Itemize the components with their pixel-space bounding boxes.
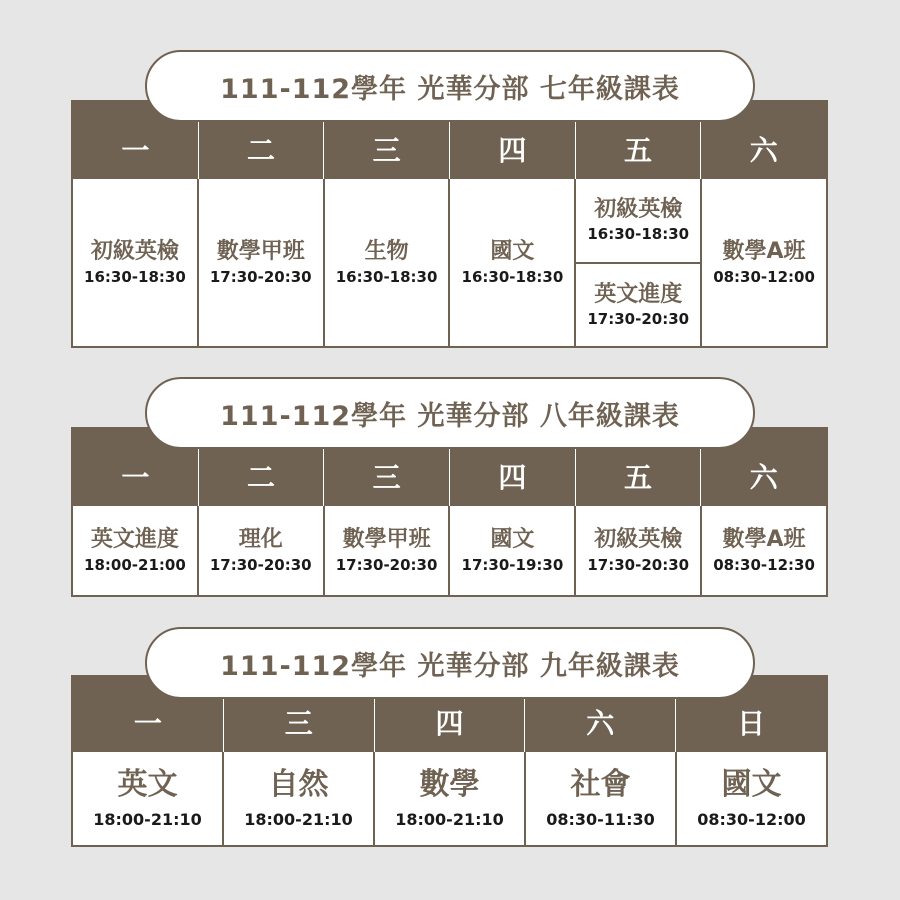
class-cell: [323, 506, 449, 595]
day-header: 一: [121, 461, 150, 494]
class-cell: [448, 506, 574, 595]
class-subject: 理化: [238, 527, 283, 553]
class-time: 16:30-18:30: [461, 267, 564, 286]
day-header: 六: [524, 677, 675, 752]
day-header: 二: [198, 102, 324, 179]
class-time: 18:00-21:00: [84, 555, 186, 574]
class-time: 17:30-20:30: [335, 555, 438, 574]
class-time: 17:30-20:30: [587, 309, 690, 328]
class-subject: 國文: [490, 527, 535, 553]
class-time: 16:30-18:30: [335, 267, 438, 286]
class-subject: 英文: [117, 766, 178, 802]
class-subject: 英文進度: [594, 281, 683, 307]
day-header: 三: [323, 102, 449, 179]
class-subject: 初級英檢: [594, 527, 683, 553]
class-subject: 數學甲班: [342, 527, 431, 553]
class-time: 17:30-20:30: [587, 555, 690, 574]
class-time: 17:30-20:30: [209, 555, 312, 574]
day-header: 三: [223, 677, 374, 752]
grade8-body-row: [73, 506, 826, 595]
day-header: 二: [198, 429, 324, 506]
grade9-title: 111-112學年 光華分部 九年級課表: [145, 627, 755, 699]
class-subject: 社會: [570, 766, 631, 802]
class-subject: 自然: [268, 766, 329, 802]
class-subject: 數學A班: [722, 527, 806, 553]
class-subject: 初級英檢: [594, 197, 683, 223]
grade8-schedule: [71, 377, 828, 599]
class-subject: 英文進度: [90, 527, 179, 553]
class-subject: 初級英檢: [90, 239, 179, 265]
day-header: 四: [449, 102, 575, 179]
class-cell: [373, 752, 524, 845]
class-cell: [197, 179, 323, 346]
class-time: 18:00-21:10: [395, 810, 504, 830]
class-time: 16:30-18:30: [84, 267, 186, 286]
class-slot-bottom: [576, 262, 700, 347]
grade7-table: [71, 100, 828, 348]
class-cell: [197, 506, 323, 595]
day-header: 四: [374, 677, 525, 752]
day-header: 六: [700, 102, 826, 179]
class-cell: [73, 506, 197, 595]
class-time: 08:30-12:00: [713, 267, 815, 286]
class-cell: [73, 752, 222, 845]
class-subject: 生物: [364, 239, 409, 265]
class-time: 08:30-11:30: [546, 810, 655, 830]
class-cell: [73, 179, 197, 346]
day-header: 一: [121, 134, 150, 167]
grade9-table: [71, 675, 828, 847]
class-subject: 數學: [419, 766, 480, 802]
class-cell: [675, 752, 826, 845]
class-subject: 數學甲班: [216, 239, 305, 265]
class-cell: [323, 179, 449, 346]
class-subject: 國文: [721, 766, 782, 802]
class-cell: [222, 752, 373, 845]
grade7-title: 111-112學年 光華分部 七年級課表: [145, 50, 755, 122]
class-cell: [574, 506, 700, 595]
class-time: 08:30-12:00: [697, 810, 806, 830]
class-subject: 數學A班: [722, 239, 806, 265]
class-time: 08:30-12:30: [713, 555, 815, 574]
class-subject: 國文: [490, 239, 535, 265]
day-header: 六: [700, 429, 826, 506]
day-header: 三: [323, 429, 449, 506]
day-header: 一: [133, 707, 162, 740]
class-cell-split: [574, 179, 700, 346]
grade7-schedule: [71, 50, 828, 350]
class-time: 17:30-20:30: [209, 267, 312, 286]
grade9-schedule: [71, 627, 828, 849]
grade7-body-row: [73, 179, 826, 346]
day-header: 五: [575, 102, 701, 179]
class-time: 16:30-18:30: [587, 225, 690, 244]
day-header: 四: [449, 429, 575, 506]
class-cell: [524, 752, 675, 845]
class-cell: [700, 506, 826, 595]
class-cell: [448, 179, 574, 346]
grade9-body-row: [73, 752, 826, 845]
class-time: 17:30-19:30: [461, 555, 564, 574]
day-header: 五: [575, 429, 701, 506]
class-time: 18:00-21:10: [244, 810, 353, 830]
class-time: 18:00-21:10: [93, 810, 202, 830]
class-cell: [700, 179, 826, 346]
grade8-title: 111-112學年 光華分部 八年級課表: [145, 377, 755, 449]
class-slot-top: [576, 179, 700, 262]
day-header: 日: [675, 677, 826, 752]
grade8-table: [71, 427, 828, 597]
